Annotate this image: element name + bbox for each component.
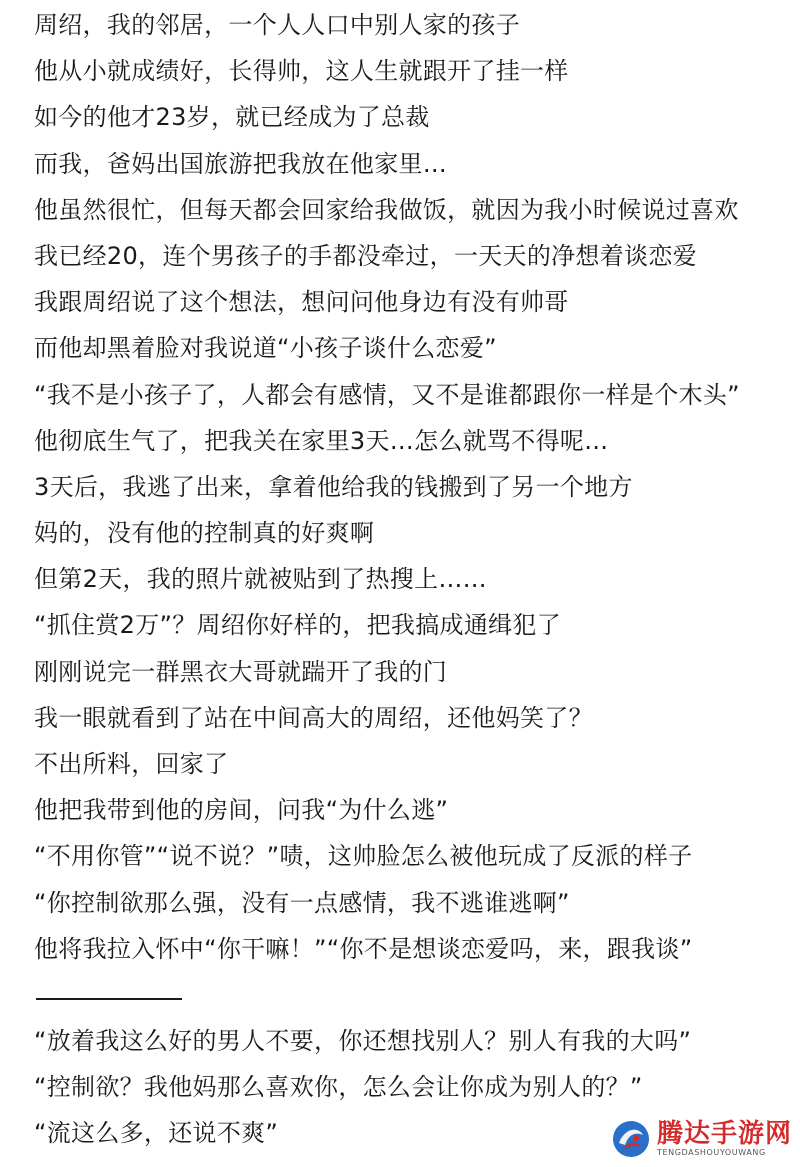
tengda-logo-icon [611,1119,651,1159]
story-line: 不出所料，回家了 [34,750,229,778]
story-line: 刚刚说完一群黑衣大哥就踹开了我的门 [34,657,448,686]
divider-rule [36,998,182,1000]
story-line: 他把我带到他的房间，问我“为什么逃” [34,796,449,825]
story-line: “放着我这么好的男人不要，你还想找别人？别人有我的大吗” [34,1026,692,1055]
story-line: 如今的他才23岁，就已经成为了总裁 [34,103,430,132]
story-line: “抓住赏2万”？周绍你好样的，把我搞成通缉犯了 [34,611,562,640]
story-text [34,0,794,1157]
story-line: 而他却黑着脸对我说道“小孩子谈什么恋爱” [34,334,497,363]
story-line: 我已经20，连个男孩子的手都没牵过，一天天的净想着谈恋爱 [34,241,697,270]
section-divider [34,972,794,1018]
watermark-text [657,1120,792,1158]
watermark-name: 腾达手游网 [656,1119,792,1149]
story-line: 他虽然很忙，但每天都会回家给我做饭，就因为我小时候说过喜欢 [34,195,739,224]
story-line: 我一眼就看到了站在中间高大的周绍，还他妈笑了？ [34,703,593,732]
story-line: 3天后，我逃了出来，拿着他给我的钱搬到了另一个地方 [34,472,633,501]
story-line: “不用你管”“说不说？”啧，这帅脸怎么被他玩成了反派的样子 [34,842,693,871]
watermark-subtitle: TENGDASHOUYOUWANG [656,1148,766,1157]
story-line: 他从小就成绩好，长得帅，这人生就跟开了挂一样 [34,57,569,86]
story-line: “流这么多，还说不爽” [34,1119,279,1148]
story-line: 我跟周绍说了这个想法，想问问他身边有没有帅哥 [34,288,569,317]
story-line: 妈的，没有他的控制真的好爽啊 [34,519,375,548]
story-line: 但第2天，我的照片就被贴到了热搜上…… [34,565,487,594]
story-line: 他将我拉入怀中“你干嘛！”“你不是想谈恋爱吗，来，跟我谈” [34,934,693,963]
story-line: 他彻底生气了，把我关在家里3天…怎么就骂不得呢… [34,426,609,455]
story-line: “你控制欲那么强，没有一点感情，我不逃谁逃啊” [34,888,570,917]
story-line: 而我，爸妈出国旅游把我放在他家里… [34,149,448,178]
site-watermark [611,1119,792,1159]
story-line: “我不是小孩子了，人都会有感情，又不是谁都跟你一样是个木头” [34,380,740,409]
story-line: “控制欲？我他妈那么喜欢你，怎么会让你成为别人的？” [34,1073,643,1102]
story-line: 周绍，我的邻居，一个人人口中别人家的孩子 [34,11,520,39]
